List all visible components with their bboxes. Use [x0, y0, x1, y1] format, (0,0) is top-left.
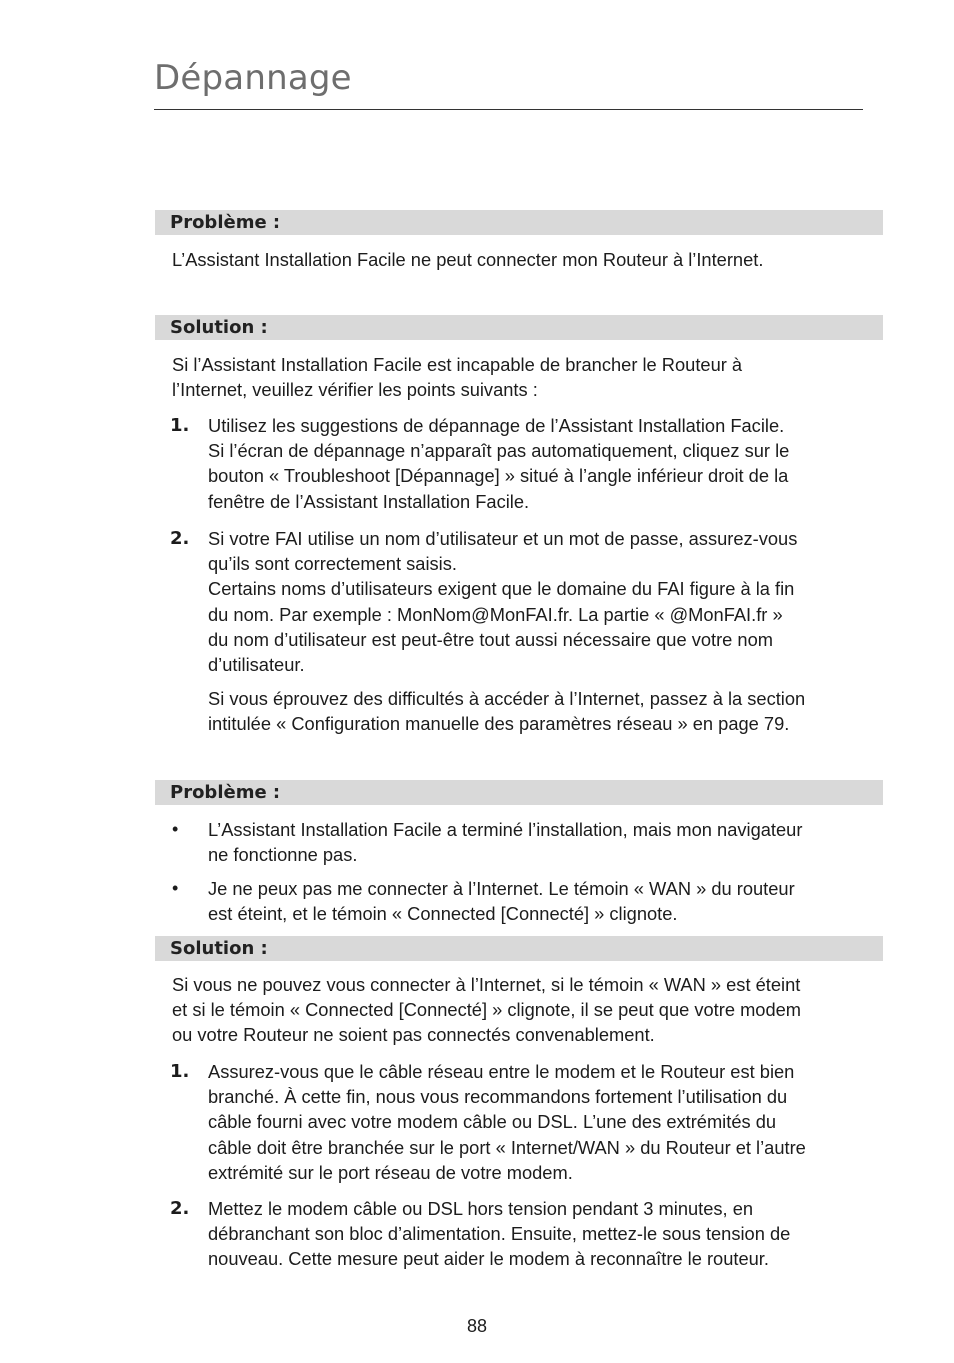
problem-heading-1: Problème : [155, 210, 883, 235]
text-line: débranchant son bloc d’alimentation. Ensuite, mettez-le sous tension de [208, 1223, 791, 1245]
text-line: Assurez-vous que le câble réseau entre le modem et le Routeur est bien [208, 1061, 795, 1082]
text-line: branché. À cette fin, nous vous recommandons fortement l’utilisation du [208, 1086, 788, 1108]
text-line: du nom. Par exemple : MonNom@MonFAI.fr. La partie « @MonFAI.fr » [208, 603, 783, 625]
text-line: ou votre Routeur ne soient pas connectés convenablement. [172, 1024, 655, 1046]
item-number: 2. [170, 528, 190, 549]
text-line: Si l’Assistant Installation Facile est incapable de brancher le Routeur à [172, 354, 743, 375]
text-line: ne fonctionne pas. [208, 844, 358, 866]
problem-text-1 [172, 247, 884, 272]
text-line: Si vous éprouvez des difficultés à accéder à l’Internet, passez à la section [208, 688, 806, 709]
text-line: d’utilisateur. [208, 654, 305, 676]
text-line: intitulée « Configuration manuelle des paramètres réseau » en page 79. [208, 713, 790, 735]
text-line: Si votre FAI utilise un nom d’utilisateur et un mot de passe, assurez-vous [208, 528, 798, 549]
page-number: 88 [466, 1316, 488, 1336]
text-line: Je ne peux pas me connecter à l’Internet. Le témoin « WAN » du routeur [208, 878, 795, 899]
text-line: L’Assistant Installation Facile ne peut connecter mon Routeur à l’Internet. [172, 249, 764, 270]
text-line: nouveau. Cette mesure peut aider le modem à reconnaître le routeur. [208, 1248, 769, 1270]
solution-heading-1: Solution : [155, 315, 883, 340]
title-divider [154, 109, 863, 110]
text-line: qu’ils sont correctement saisis. [208, 553, 457, 575]
text-line: câble doit être branchée sur le port « Internet/WAN » du Routeur et l’autre [208, 1136, 806, 1158]
text-line: extrémité sur le port réseau de votre modem. [208, 1161, 573, 1183]
text-line: bouton « Troubleshoot [Dépannage] » situé à l’angle inférieur droit de la [208, 465, 789, 487]
item-number: 2. [170, 1198, 190, 1219]
text-line: Si vous ne pouvez vous connecter à l’Internet, si le témoin « WAN » est éteint [172, 974, 801, 995]
text-line: est éteint, et le témoin « Connected [Connecté] » clignote. [208, 903, 678, 925]
text-line: Mettez le modem câble ou DSL hors tension pendant 3 minutes, en [208, 1198, 754, 1219]
solution-intro-2 [172, 972, 884, 1048]
text-line: câble fourni avec votre modem câble ou DSL. L’une des extrémités du [208, 1111, 777, 1133]
text-line: et si le témoin « Connected [Connecté] » clignote, il se peut que votre modem [172, 999, 802, 1021]
item-number: 1. [170, 415, 190, 436]
bullet-marker: • [172, 819, 179, 839]
text-line: Utilisez les suggestions de dépannage de l’Assistant Installation Facile. [208, 415, 785, 436]
item-number: 1. [170, 1061, 190, 1082]
text-line: l’Internet, veuillez vérifier les points suivants : [172, 379, 538, 401]
solution-intro-1 [172, 352, 884, 402]
text-line: Certains noms d’utilisateurs exigent que le domaine du FAI figure à la fin [208, 578, 795, 600]
text-line: du nom d’utilisateur est peut-être tout aussi nécessaire que votre nom [208, 628, 773, 650]
text-line: Si l’écran de dépannage n’apparaît pas automatiquement, cliquez sur le [208, 440, 790, 462]
bullet-marker: • [172, 878, 179, 898]
solution-heading-2: Solution : [155, 936, 883, 961]
problem-heading-2: Problème : [155, 780, 883, 805]
text-line: fenêtre de l’Assistant Installation Facile. [208, 490, 530, 512]
text-line: L’Assistant Installation Facile a terminé l’installation, mais mon navigateur [208, 819, 803, 840]
page-title: Dépannage [154, 58, 352, 98]
